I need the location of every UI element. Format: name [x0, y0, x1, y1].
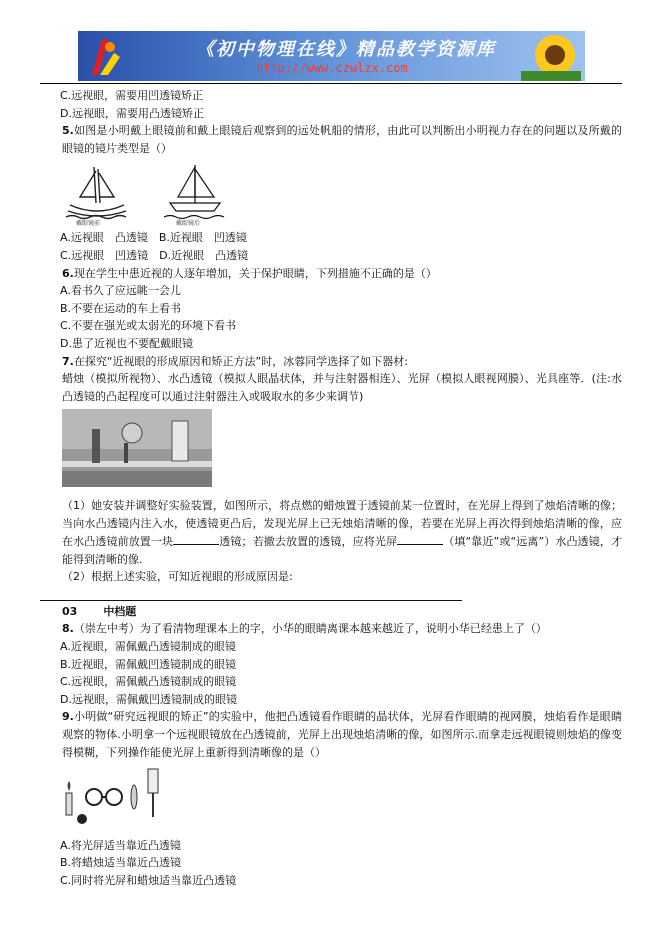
question-9-number: 9. — [62, 710, 74, 724]
question-9-text: 小明做“研究远视眼的矫正”的实验中，他把凸透镜看作眼睛的晶状体，光屏看作眼睛的视网膜，烛焰看作是眼睛观察的物体.小明拿一个远视眼镜放在凸透镜前，光屏上出现烛焰清晰的像，如图所示.而拿走远视眼镜则烛焰的像变得模糊，下列操作能使光屏上重新得到清晰像的是（） — [62, 710, 622, 759]
q7-part2: （2）根据上述实验，可知近视眼的形成原因是: — [62, 570, 293, 584]
optical-bench-photo — [62, 409, 212, 487]
banner-url: http://www.czwlzx.com — [256, 61, 408, 75]
q9-option-b: B.将蜡烛适当靠近凸透镜 — [60, 856, 182, 870]
section-title: 中档题 — [103, 604, 137, 618]
figure-caption-before: 戴眼镜前 — [76, 220, 101, 228]
q5-figure — [40, 157, 622, 229]
sailboat-blurry-figure — [64, 159, 130, 227]
q4-option-d: D.远视眼，需要用凸透镜矫正 — [60, 106, 204, 120]
header-banner — [78, 31, 585, 81]
worksheet-body — [40, 87, 622, 890]
q9-option-a: A.将光屏适当靠近凸透镜 — [60, 838, 181, 852]
q7-part1-text-b: 透镜；若撤去放置的透镜，应将光屏 — [219, 535, 398, 549]
q4-option-c: C.远视眼，需要用凹透镜矫正 — [60, 89, 204, 102]
q8-option-d: D.远视眼，需佩戴凹透镜制成的眼镜 — [60, 692, 237, 706]
q5-options-cd: C.远视眼 凹透镜 D.近视眼 凸透镜 — [60, 248, 249, 262]
q7-blank-2[interactable] — [397, 532, 443, 545]
question-5-text: 如图是小明戴上眼镜前和戴上眼镜后观察到的远处帆船的情形，由此可以判断出小明视力存在的问题以及所戴的眼镜的镜片类型是（） — [62, 124, 622, 155]
q7-blank-1[interactable] — [173, 532, 219, 545]
q9-option-c: C.同时将光屏和蜡烛适当靠近凸透镜 — [60, 874, 237, 887]
question-8-text: （崇左中考）为了看清物理课本上的字，小华的眼睛离课本越来越近了，说明小华已经患上了（） — [73, 622, 547, 636]
question-5-number: 5. — [62, 124, 74, 138]
question-7-number: 7. — [62, 354, 74, 368]
question-9 — [40, 708, 622, 761]
q8-option-a: A.近视眼，需佩戴凸透镜制成的眼镜 — [60, 640, 236, 654]
q7-part1-text-c: （填“靠近”或“远离”）水凸透镜，才能得到清晰的像. — [62, 535, 623, 566]
header-rule — [40, 83, 622, 84]
q7-part1-text-a: （1）她安装并调整好实验装置，如图所示，将点燃的蜡烛置于透镜前某一位置时，在光屏上得到了烛焰清晰的像；当向水凸透镜内注入水，使透镜更凸后，发现光屏上已无烛焰清晰的像，若要在光屏上再次得到烛焰清晰的像，应在水凸透镜前放置一块 — [62, 498, 622, 549]
question-6-text: 现在学生中患近视的人逐年增加，关于保护眼睛，下列措施不正确的是（） — [73, 266, 437, 280]
q6-option-b: B.不要在运动的车上看书 — [60, 301, 182, 315]
site-logo-icon — [84, 35, 124, 77]
question-7 — [40, 353, 622, 371]
sailboat-clear-figure — [162, 159, 228, 227]
question-6-number: 6. — [62, 266, 74, 280]
question-8 — [40, 620, 622, 638]
sunflower-icon — [521, 31, 581, 81]
q7-materials: 蜡烛（模拟所视物）、水凸透镜（模拟人眼晶状体，并与注射器相连）、光屏（模拟人眼视网膜）、光具座等．(注:水凸透镜的凸起程度可以通过注射器注入或吸取水的多少来调节) — [62, 372, 622, 403]
question-5 — [40, 122, 622, 157]
q6-option-a: A.看书久了应远眺一会儿 — [60, 284, 181, 298]
q6-option-d: D.患了近视也不要配戴眼镜 — [60, 336, 193, 350]
q6-option-c: C.不要在强光或太弱光的环境下看书 — [60, 319, 237, 333]
figure-caption-after: 戴眼镜后 — [176, 220, 201, 228]
section-number: 03 — [62, 604, 78, 618]
q7-answer-line[interactable] — [40, 600, 462, 601]
q8-option-c: C.远视眼，需佩戴凸透镜制成的眼镜 — [60, 675, 237, 689]
question-8-number: 8. — [62, 622, 74, 636]
q5-options-ab: A.远视眼 凸透镜 B.近视眼 凹透镜 — [60, 231, 247, 245]
question-6 — [40, 265, 622, 283]
q8-option-b: B.近视眼，需佩戴凹透镜制成的眼镜 — [60, 657, 237, 671]
glasses-experiment-figure — [62, 763, 162, 829]
section-heading — [40, 603, 622, 621]
banner-title: 《初中物理在线》精品教学资源库 — [196, 39, 496, 60]
question-7-text: 在探究“近视眼的形成原因和矫正方法”时，冰蓉同学选择了如下器材: — [73, 354, 408, 368]
q7-part1 — [40, 497, 622, 568]
